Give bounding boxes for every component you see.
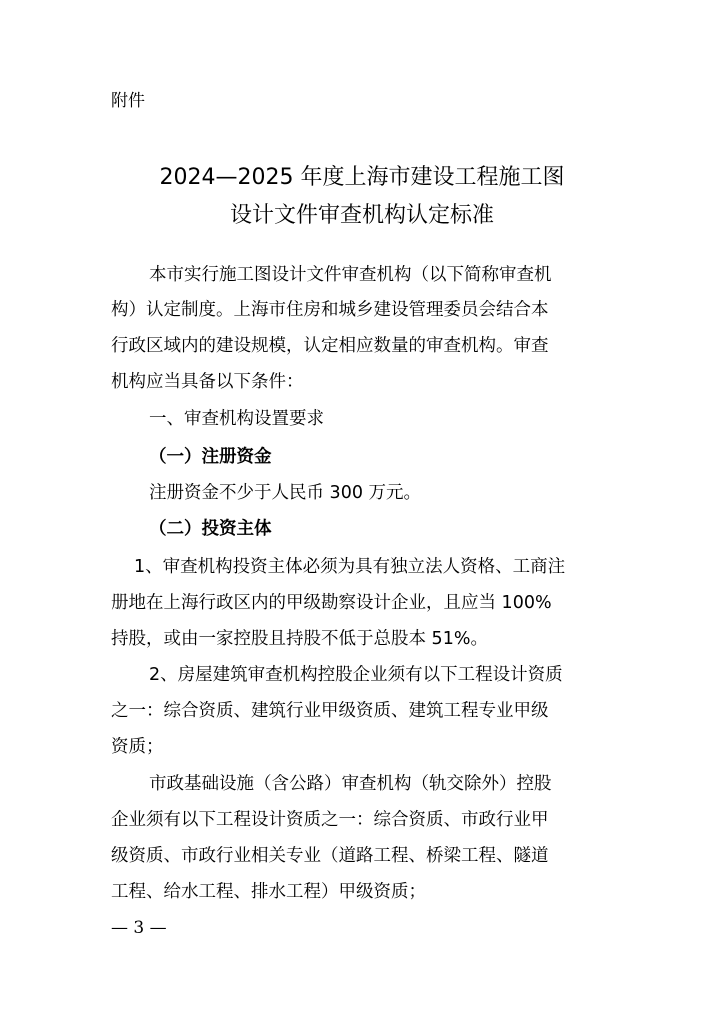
attachment-label: 附件 — [111, 91, 145, 111]
page-number: — 3 — — [111, 918, 167, 938]
paragraph-intro-line-2: 构）认定制度。上海市住房和城乡建设管理委员会结合本 — [111, 300, 549, 320]
paragraph-intro-line-4: 机构应当具备以下条件： — [111, 372, 304, 392]
paragraph-item-2-line-3: 资质； — [111, 737, 164, 757]
paragraph-municipal-line-3: 级资质、市政行业相关专业（道路工程、桥梁工程、隧道 — [111, 846, 549, 866]
document-title-line-1: 2024—2025 年度上海市建设工程施工图 — [159, 165, 565, 190]
paragraph-item-1-line-2: 册地在上海行政区内的甲级勘察设计企业，且应当 100% — [111, 593, 552, 613]
paragraph-item-1-line-3: 持股，或由一家控股且持股不低于总股本 51%。 — [111, 629, 488, 649]
document-title-line-2: 设计文件审查机构认定标准 — [229, 203, 494, 228]
section-heading-1: 一、审查机构设置要求 — [149, 409, 324, 429]
paragraph-registered-capital: 注册资金不少于人民币 300 万元。 — [149, 483, 422, 503]
paragraph-intro-line-1: 本市实行施工图设计文件审查机构（以下简称审查机 — [149, 265, 552, 285]
paragraph-intro-line-3: 行政区域内的建设规模，认定相应数量的审查机构。审查 — [111, 336, 549, 356]
paragraph-item-2-line-1: 2、房屋建筑审查机构控股企业须有以下工程设计资质 — [149, 665, 563, 685]
paragraph-municipal-line-2: 企业须有以下工程设计资质之一：综合资质、市政行业甲 — [111, 810, 549, 830]
paragraph-municipal-line-4: 工程、给水工程、排水工程）甲级资质； — [111, 882, 426, 902]
subsection-heading-registered-capital: （一）注册资金 — [149, 447, 272, 467]
paragraph-item-2-line-2: 之一：综合资质、建筑行业甲级资质、建筑工程专业甲级 — [111, 701, 549, 721]
paragraph-item-1-line-1: 1、审查机构投资主体必须为具有独立法人资格、工商注 — [134, 557, 566, 577]
paragraph-municipal-line-1: 市政基础设施（含公路）审查机构（轨交除外）控股 — [149, 774, 552, 794]
subsection-heading-investor: （二）投资主体 — [149, 519, 272, 539]
